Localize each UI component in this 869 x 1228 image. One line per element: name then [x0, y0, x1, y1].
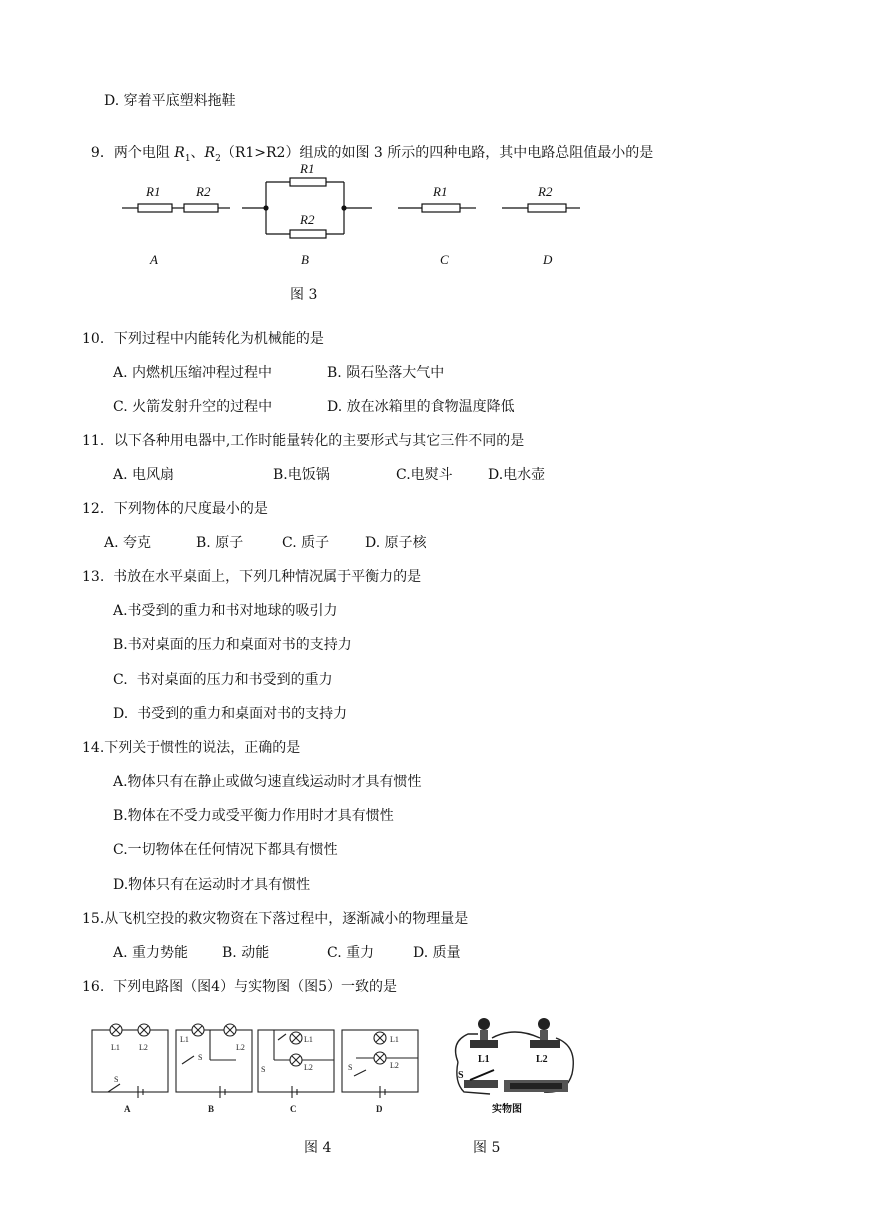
circuit-b-node-left — [263, 205, 268, 210]
schematic-d-s: S — [348, 1063, 353, 1072]
schematic-a-s: S — [114, 1075, 119, 1084]
physical-label-l1: L1 — [478, 1054, 490, 1065]
schematic-a-l2: L2 — [139, 1043, 148, 1052]
schematic-a-l1: L1 — [111, 1043, 120, 1052]
q12-option-d: D. 原子核 — [365, 535, 427, 551]
circuit-letter-a: A — [150, 252, 158, 267]
q15-option-c: C. 重力 — [327, 945, 375, 961]
circuit-a-label-r1: R1 — [146, 184, 161, 199]
q12-option-a: A. 夸克 — [104, 535, 152, 551]
q13-option-d: D. 书受到的重力和桌面对书的支持力 — [113, 706, 348, 722]
circuit-b-label-r2: R2 — [300, 212, 315, 227]
schematic-d-switch — [354, 1070, 366, 1076]
circuit-a-r1 — [138, 204, 172, 212]
circuit-b-node-right — [341, 205, 346, 210]
lamp2-base — [530, 1040, 560, 1048]
schematic-b-s: S — [198, 1053, 203, 1062]
q14-option-b: B.物体在不受力或受平衡力作用时才具有惯性 — [113, 808, 394, 824]
physical-switch — [464, 1070, 498, 1088]
circuit-a-label-r2: R2 — [196, 184, 211, 199]
schematic-c-l1: L1 — [304, 1035, 313, 1044]
schematic-letter-a: A — [124, 1104, 131, 1114]
figure-5-caption: 图 5 — [473, 1140, 501, 1156]
lamp2-socket — [540, 1030, 548, 1040]
physical-label-l2: L2 — [536, 1054, 548, 1065]
q10-option-d: D. 放在冰箱里的食物温度降低 — [327, 399, 515, 415]
q11-option-d: D.电水壶 — [488, 467, 546, 483]
q10-option-c: C. 火箭发射升空的过程中 — [113, 399, 273, 415]
circuit-c-r1 — [422, 204, 460, 212]
schematic-c-l2: L2 — [304, 1063, 313, 1072]
q12-option-b: B. 原子 — [196, 535, 244, 551]
q9-r1-sub: 1 — [184, 153, 191, 164]
schematic-letter-c: C — [290, 1104, 297, 1114]
lamp2-bulb — [538, 1018, 550, 1030]
circuit-letter-b: B — [301, 252, 309, 267]
q9-stem-prefix: 9．两个电阻 — [90, 145, 175, 161]
schematic-letter-d: D — [376, 1104, 383, 1114]
q13-option-b: B.书对桌面的压力和桌面对书的支持力 — [113, 637, 352, 653]
lamp1-socket — [480, 1030, 488, 1040]
q14-stem: 14.下列关于惯性的说法，正确的是 — [82, 740, 301, 756]
physical-wire-top — [492, 1032, 540, 1038]
circuit-b-r1 — [290, 178, 326, 186]
q11-option-b: B.电饭锅 — [273, 467, 330, 483]
q15-option-a: A. 重力势能 — [113, 945, 189, 961]
physical-lamp-2 — [530, 1018, 560, 1048]
figure-3-circuits — [110, 158, 590, 278]
schematic-a-loop — [92, 1030, 168, 1092]
q10-option-b: B. 陨石坠落大气中 — [327, 365, 445, 381]
q14-option-d: D.物体只有在运动时才具有惯性 — [113, 877, 311, 893]
q12-option-c: C. 质子 — [282, 535, 330, 551]
circuit-b-r2 — [290, 230, 326, 238]
circuit-b-label-r1: R1 — [300, 161, 315, 176]
circuit-letter-c: C — [440, 252, 449, 267]
schematic-d-l2: L2 — [390, 1061, 399, 1070]
q9-stem-rest: （R1>R2）组成的如图 3 所示的四种电路，其中电路总阻值最小的是 — [220, 145, 654, 161]
figure-5-physical-circuit — [444, 1012, 584, 1118]
q8-option-d: D. 穿着平底塑料拖鞋 — [104, 93, 236, 109]
circuit-d-label-r2: R2 — [538, 184, 553, 199]
schematic-a-switch — [108, 1084, 120, 1092]
circuit-c-label-r1: R1 — [433, 184, 448, 199]
circuit-d-r2 — [528, 204, 566, 212]
lamp1-bulb — [478, 1018, 490, 1030]
circuit-a-r2 — [184, 204, 218, 212]
q15-option-d: D. 质量 — [413, 945, 461, 961]
physical-label-s: S — [458, 1070, 464, 1081]
schematic-b-l1: L1 — [180, 1035, 189, 1044]
physical-lamp-1 — [470, 1018, 498, 1048]
switch-lever — [470, 1070, 494, 1080]
schematic-b-switch — [182, 1056, 194, 1064]
switch-base — [464, 1080, 498, 1088]
q10-stem: 10．下列过程中内能转化为机械能的是 — [82, 331, 324, 347]
q11-option-c: C.电熨斗 — [396, 467, 453, 483]
q16-stem: 16. 下列电路图（图4）与实物图（图5）一致的是 — [82, 979, 397, 995]
schematic-b-l2: L2 — [236, 1043, 245, 1052]
q14-option-a: A.物体只有在静止或做匀速直线运动时才具有惯性 — [113, 774, 422, 790]
circuit-letter-d: D — [543, 252, 553, 267]
q14-option-c: C.一切物体在任何情况下都具有惯性 — [113, 842, 338, 858]
q13-stem: 13. 书放在水平桌面上，下列几种情况属于平衡力的是 — [82, 569, 422, 585]
q11-stem: 11．以下各种用电器中,工作时能量转化的主要形式与其它三件不同的是 — [82, 433, 525, 449]
battery-cells — [510, 1083, 562, 1089]
q13-option-c: C. 书对桌面的压力和书受到的重力 — [113, 672, 333, 688]
q11-option-a: A. 电风扇 — [113, 467, 175, 483]
q9-r2: R — [204, 145, 216, 161]
q9-r2-sub: 2 — [215, 153, 221, 164]
schematic-c-switch — [278, 1034, 286, 1040]
figure-3-caption: 图 3 — [290, 287, 318, 303]
q12-stem: 12．下列物体的尺度最小的是 — [82, 501, 268, 517]
figure-4-schematics — [86, 1020, 432, 1116]
schematic-letter-b: B — [208, 1104, 215, 1114]
physical-photo-label: 实物图 — [492, 1104, 522, 1115]
q15-stem: 15.从飞机空投的救灾物资在下落过程中，逐渐减小的物理量是 — [82, 911, 469, 927]
q15-option-b: B. 动能 — [222, 945, 270, 961]
figure-4-caption: 图 4 — [304, 1140, 332, 1156]
q10-option-a: A. 内燃机压缩冲程过程中 — [113, 365, 273, 381]
q13-option-a: A.书受到的重力和书对地球的吸引力 — [113, 603, 338, 619]
schematic-d-l1: L1 — [390, 1035, 399, 1044]
schematic-c-s: S — [261, 1065, 266, 1074]
q9-sep: 、 — [190, 145, 205, 161]
lamp1-base — [470, 1040, 498, 1048]
q9-r1: R — [174, 145, 185, 161]
physical-battery — [504, 1080, 568, 1092]
